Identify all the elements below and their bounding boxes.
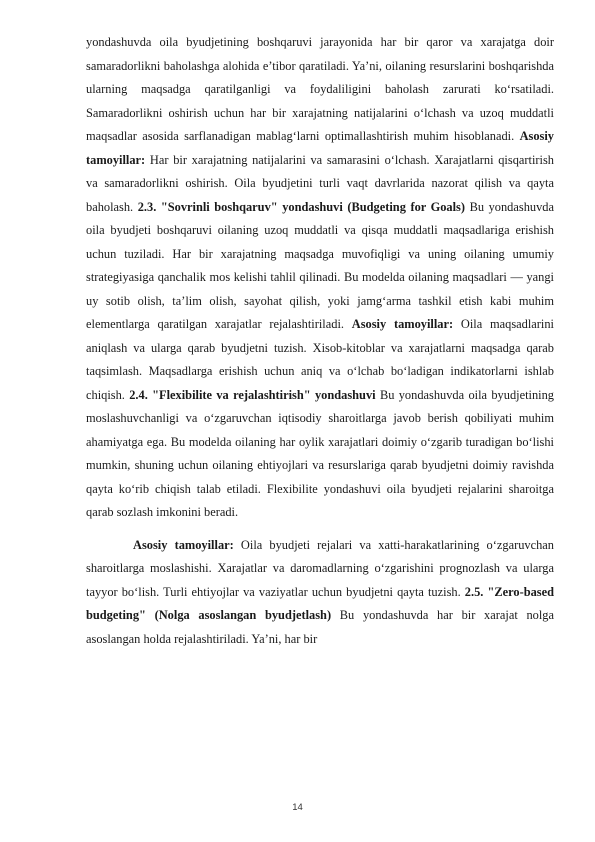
body-paragraph bbox=[86, 31, 554, 525]
bold-heading: Asosiy tamoyillar: bbox=[86, 129, 554, 167]
section-heading-2-4: 2.4. "Flexibilite va rejalashtirish" yondashuvi bbox=[129, 387, 376, 402]
body-text: Bu yondashuvda har bir xarajat nolga asoslangan holda rejalashtiriladi. Ya’ni, har bir bbox=[86, 608, 554, 646]
body-text: Bu yondashuvda oila byudjetining moslashuvchanligi va o‘zgaruvchan iqtisodiy sharoitlarga javob berish qobiliyati muhim ahamiyatga ega. Bu modelda oilaning har oylik xarajatlari doimiy o‘zgarib turadigan bo‘lishi mumkin, shuning uchun oilaning ehtiyojlari va resurslariga qarab byudjetni doimiy ravishda qayta ko‘rib chiqish talab etiladi. Flexibilite yondashuvi oila byudjeti rejalarini sharoitga qarab sozlash imkonini beradi. bbox=[86, 387, 554, 519]
bold-heading: Asosiy tamoyillar: bbox=[133, 537, 234, 552]
document-page bbox=[86, 31, 554, 651]
page-number: 14 bbox=[292, 802, 303, 813]
body-text: Oila maqsadlarini aniqlash va ularga qarab byudjetni tuzish. Xisob-kitoblar va xarajatlarni maqsadga qarab taqsimlash. Maqsadlarga erishish uchun aniq va o‘lchab bo‘ladigan indikatorlarni ishlab chiqish. bbox=[86, 317, 554, 402]
section-heading-2-3: 2.3. "Sovrinli boshqaruv" yondashuvi (Budgeting for Goals) bbox=[137, 199, 466, 214]
body-text: Har bir xarajatning natijalarini va samarasini o‘lchash. Xarajatlarni qisqartirish va samaradorlikni oshirish. Oila byudjetini turli vaqt davrlarida nazorat qilish va qayta baholash. bbox=[86, 152, 554, 214]
body-paragraph bbox=[86, 534, 554, 652]
body-text: Bu yondashuvda oila byudjeti boshqaruvi oilaning uzoq muddatli va qisqa muddatli maqsadlariga erishish uchun tuziladi. Har bir xarajatning maqsadga muvofiqligi va uning oilaning umumiy strategiyasiga qanchalik mos kelishi tahlil qilinadi. Bu modelda oilaning maqsadlari — yangi uy sotib olish, ta’lim olish, sayohat qilish, yoki jamg‘arma tashkil etish kabi muhim elementlarga qaratilgan xarajatlar rejalashtiriladi. bbox=[86, 199, 554, 331]
body-text: Oila byudjeti rejalari va xatti-harakatlarining o‘zgaruvchan sharoitlarga moslashishi. Xarajatlar va daromadlarning o‘zgarishini prognozlash va ularga tayyor bo‘lish. Turli ehtiyojlar va vaziyatlar uchun byudjetni qayta tuzish. bbox=[86, 537, 554, 599]
bold-heading: Asosiy tamoyillar: bbox=[351, 317, 454, 331]
body-text: yondashuvda oila byudjetining boshqaruvi jarayonida har bir qaror va xarajatga doir samaradorlikni baholashga alohida e’tibor qaratiladi. Ya’ni, oilaning resurslarini boshqarishda ularning maqsadga qaratilganligi va foydaliligini baholash zarurati ko‘rsatiladi. Samaradorlikni oshirish uchun har bir xarajatning natijalarini o‘lchash va uzoq muddatli maqsadlar asosida sarflanadigan mablag‘larni optimallashtirish muhim hisoblanadi. bbox=[86, 35, 554, 143]
section-heading-2-5: 2.5. "Zero-based budgeting" (Nolga asoslangan byudjetlash) bbox=[86, 584, 554, 622]
